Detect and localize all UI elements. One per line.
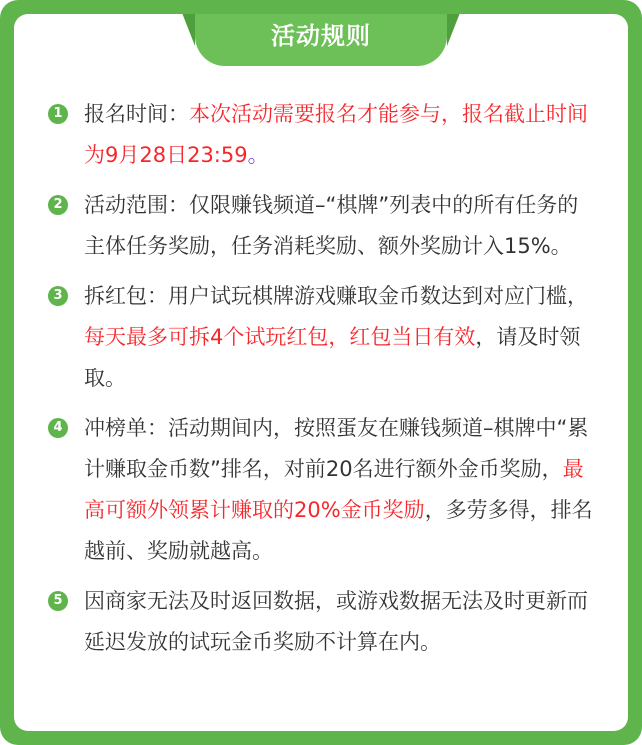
rule-text: 拆红包：用户试玩棋牌游戏赚取金币数达到对应门槛，	[84, 284, 588, 308]
number-badge-icon: 3	[48, 286, 68, 306]
rule-text: 活动范围：仅限赚钱频道–“棋牌”列表中的所有任务的主体任务奖励，任务消耗奖励、额外奖励计入15%。	[84, 193, 579, 258]
rule-text: 报名时间：	[84, 102, 189, 126]
rule-item-1	[44, 94, 596, 176]
rule-highlight: 最高可额外领累计赚取的20%金币奖励	[84, 457, 584, 522]
rule-highlight: 本次活动需要报名才能参与，报名截止时间为9月28日23:59	[84, 102, 588, 167]
rule-item-2	[44, 185, 596, 267]
rule-text: 因商家无法及时返回数据，或游戏数据无法及时更新而延迟发放的试玩金币奖励不计算在内。	[84, 589, 588, 654]
number-badge-icon: 5	[48, 591, 68, 611]
page-title: 活动规则	[271, 21, 371, 50]
number-badge-icon: 1	[48, 104, 68, 124]
rule-item-5	[44, 581, 596, 663]
rules-card	[14, 14, 628, 731]
rule-item-4	[44, 408, 596, 572]
rules-list	[44, 94, 596, 672]
rule-highlight: 每天最多可拆4个试玩红包，红包当日有效	[84, 325, 476, 349]
rule-text-end: 。	[247, 143, 269, 167]
title-banner	[195, 14, 447, 66]
number-badge-icon: 2	[48, 195, 68, 215]
rule-text: 冲榜单：活动期间内，按照蛋友在赚钱频道–棋牌中“累计赚取金币数”排名，对前20名进行额外金币奖励，	[84, 416, 589, 481]
rule-text-end: ，请及时领取。	[84, 325, 581, 390]
rule-item-3	[44, 276, 596, 399]
rule-text-end: ，多劳多得，排名越前、奖励就越高。	[84, 498, 593, 563]
number-badge-icon: 4	[48, 418, 68, 438]
